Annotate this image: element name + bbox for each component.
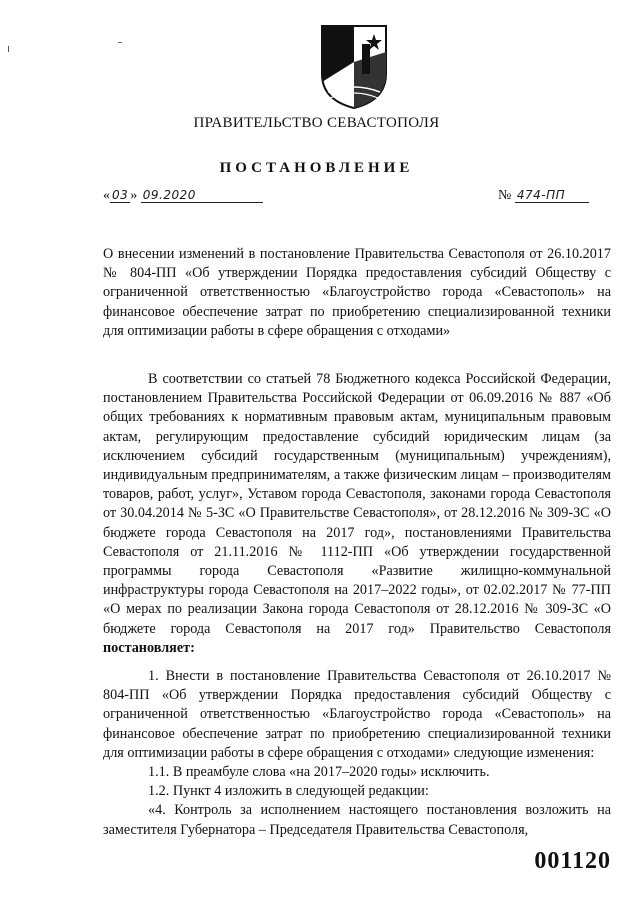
item-1-2: 1.2. Пункт 4 изложить в следующей редакции:: [148, 783, 429, 800]
government-title: ПРАВИТЕЛЬСТВО СЕВАСТОПОЛЯ: [193, 115, 440, 131]
decree-word: постановляет:: [103, 639, 195, 656]
document-number: [498, 188, 589, 204]
date-open-quote: «: [103, 188, 110, 203]
document-subject: О внесении изменений в постановление Правительства Севастополя от 26.10.2017 № 804-ПП «Об утверждении Порядка предоставления субсидий Обществу с ограниченной ответственностью «Благоустройство города «Севастополь» на финансовое обеспечение затрат по приобретению специализированной техники для оптимизации работы в сфере обращения с отходами»: [103, 246, 611, 339]
document-date: [103, 188, 263, 204]
form-serial-number: 001120: [534, 848, 611, 874]
scan-mark: [8, 46, 9, 52]
item-1: 1. Внести в постановление Правительства Севастополя от 26.10.2017 № 804-ПП «Об утверждении Порядка предоставления субсидий Обществу с ограниченной ответственностью «Благоустройство города «Севастополь» на финансовое обеспечение затрат по приобретению специализированной техники для оптимизации работы в сфере обращения с отходами» следующие изменения:: [103, 668, 611, 761]
date-month-year: 09.2020: [141, 188, 263, 203]
coat-of-arms-emblem: [318, 22, 390, 110]
item-1-1: 1.1. В преамбуле слова «на 2017–2020 годы» исключить.: [148, 764, 490, 781]
document-type-title: ПОСТАНОВЛЕНИЕ: [219, 160, 414, 176]
number-value: 474-ПП: [515, 188, 589, 203]
preamble-text: В соответствии со статьей 78 Бюджетного кодекса Российской Федерации, постановлением Правительства Российской Федерации от 06.09.2016 № 887 «Об общих требованиях к нормативным правовым актам, муниципальным правовым актам, регулирующим предоставление субсидий юридическим лицам (за исключением субсидий государственным (муниципальным) учреждениям), индивидуальным предпринимателям, а также физическим лицам – производителям товаров, работ, услуг», Уставом города Севастополя, законами города Севастополя от 30.04.2014 № 5-ЗС «О Правительстве Севастополя», от 28.12.2016 № 309-ЗС «О бюджете города Севастополя на 2017 год», постановлениями Правительства Севастополя от 21.11.2016 № 1112-ПП «Об утверждении государственной программы города Севастополя «Развитие жилищно-коммунальной инфраструктуры города Севастополя на 2017–2022 годы», от 02.02.2017 № 77-ПП «О мерах по реализации Закона города Севастополя от 28.12.2016 № 309-ЗС «О бюджете города Севастополя на 2017 год» Правительство Севастополя: [103, 371, 611, 637]
date-day: 03: [112, 188, 129, 202]
scan-mark: [118, 42, 122, 43]
item-4: «4. Контроль за исполнением настоящего постановления возложить на заместителя Губернатора – Председателя Правительства Севастополя,: [103, 802, 611, 838]
operative-section: [103, 667, 611, 840]
date-close-quote: »: [130, 188, 138, 203]
number-sign: №: [498, 188, 512, 203]
preamble-paragraph: [103, 370, 611, 658]
